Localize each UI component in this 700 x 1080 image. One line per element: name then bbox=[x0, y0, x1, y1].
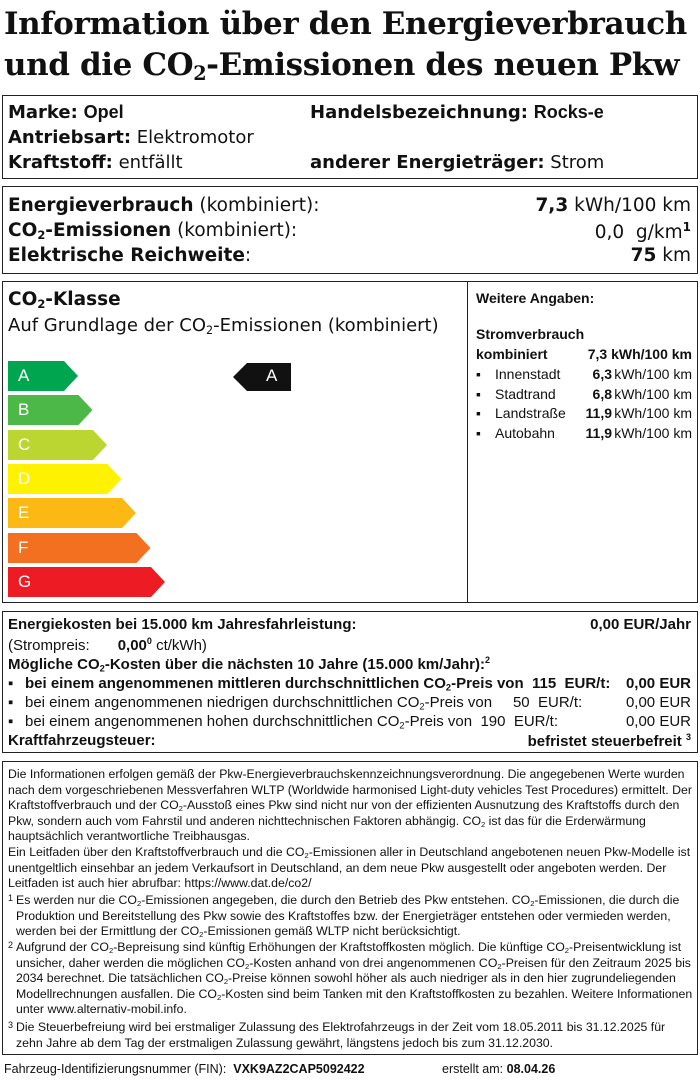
vehicle-info-box bbox=[2, 95, 698, 179]
info-paragraph-2: Ein Leitfaden über den Kraftstoffverbrauch und die $CO_2$-Emissionen aller in Deutschland angebotenen neuen Pkw-Modelle ist unentgeltlich einsehbar an jedem Verkaufsort in Deutschland, an dem neue Pkw ausgestellt oder angeboten werden. Der Leitfaden ist auch hier abrufbar: https://www.dat.de/co2/ bbox=[8, 845, 691, 890]
title-line-2 bbox=[4, 45, 696, 86]
consumption-row bbox=[476, 425, 692, 444]
low-price: 50 bbox=[512, 694, 530, 711]
energy-cost-label: Energiekosten bei 15.000 km Jahresfahrleistung: bbox=[8, 616, 357, 633]
electricity-price-unit: ct/kWh) bbox=[156, 637, 207, 654]
title-line-1: Information über den Energieverbrauch bbox=[4, 6, 687, 42]
class-bar-b bbox=[8, 395, 93, 425]
bullet: ▪ bbox=[476, 424, 481, 441]
footnote-2: 2 Aufgrund der $CO_2$-Bepreisung sind künftig Erhöhungen der Kraftstoffkosten möglich. Die künftige $CO_2$-Preisentwicklung ist unsicher, daher werden die möglichen $CO_2$-Kosten anhand von drei angenommenen $CO_2$-Preisen für den Zeitraum 2025 bis 2034 berechnet. Die tatsächlichen $CO_2$-Preise können sowohl höher als auch niedriger als in den hier zugrundeliegenden Modellrechnungen ausfallen. Die $CO_2$-Kosten sind beim Tanken mit den Kraftstoffkosten zu bezahlen. Weitere Informationen unter www.alternativ-mobil.info. bbox=[8, 940, 693, 1016]
consumption-name: Innenstadt bbox=[495, 366, 561, 382]
other-energy-row bbox=[310, 152, 604, 173]
energy-consumption-row bbox=[8, 195, 691, 221]
consumption-unit: kWh/100 km bbox=[614, 405, 692, 421]
class-bar-label: G bbox=[18, 571, 32, 591]
class-bar-c bbox=[8, 430, 107, 460]
current-class-label: A bbox=[266, 366, 278, 385]
class-bar-a bbox=[8, 361, 78, 391]
consumption-value: 6,8 bbox=[592, 385, 612, 402]
co2-subscript: 2 bbox=[37, 227, 46, 242]
electricity-price-row bbox=[8, 636, 691, 656]
drive-type-row bbox=[8, 127, 254, 148]
energy-consumption-qualifier: (kombiniert): bbox=[199, 195, 320, 216]
vehicle-tax-sup: 3 bbox=[685, 732, 691, 742]
vehicle-tax-row bbox=[8, 732, 691, 752]
bullet: ▪ bbox=[476, 405, 481, 421]
co2-label: CO bbox=[8, 220, 38, 241]
class-bar-label: C bbox=[18, 434, 31, 454]
fin-label: Fahrzeug-Identifizierungsnummer (FIN): bbox=[4, 1062, 227, 1076]
consumption-box bbox=[2, 186, 698, 274]
electricity-price-sup: 0 bbox=[146, 636, 152, 646]
consumption-value: 11,9 bbox=[585, 405, 612, 421]
info-paragraph-1: Die Informationen erfolgen gemäß der Pkw-Energieverbrauchskennzeichnungsverordnung. Die angegebenen Werte wurden nach dem vorgeschriebenen Messverfahren WLTP (Worldwide harmonised Light-duty vehicles Test Procedures) ermittelt. Der Kraftstoffverbrauch und der $CO_2$-Ausstoß eines Pkw sind nicht nur von der effizienten Ausnutzung des Kraftstoffs durch den Pkw, sondern auch vom Fahrstil und anderen nichttechnischen Faktoren abhängig. $CO_2$ ist das für die Erderwärmung hauptsächlich verantwortliche Treibhausgas. bbox=[8, 767, 692, 843]
costs-box bbox=[2, 611, 698, 753]
medium-cost-value: 0,00 EUR bbox=[625, 675, 691, 692]
high-co2-price-row: ▪ bei einem angenommenen hohen durchschnittlichen $CO_2$-Preis von 190 EUR/t: 0,00 EUR bbox=[8, 713, 691, 731]
bullet: ▪ bbox=[8, 713, 14, 730]
electric-range-unit: km bbox=[662, 245, 691, 266]
class-bar-d bbox=[8, 464, 122, 494]
bullet: ▪ bbox=[8, 694, 14, 711]
class-bar-label: F bbox=[18, 537, 29, 557]
energy-consumption-unit: kWh/100 km bbox=[574, 195, 691, 216]
brand-row bbox=[8, 102, 124, 123]
consumption-row bbox=[476, 405, 692, 424]
drive-type-value: Elektromotor bbox=[136, 127, 254, 148]
title-text: -Emissionen des neuen Pkw bbox=[206, 47, 680, 83]
energy-cost-row bbox=[8, 616, 691, 636]
legal-info-box bbox=[2, 761, 698, 1055]
class-bar-f bbox=[8, 533, 151, 563]
co2-qualifier: (kombiniert): bbox=[177, 220, 298, 241]
electric-range-colon: : bbox=[244, 245, 252, 266]
other-energy-value: Strom bbox=[550, 152, 605, 173]
consumption-unit: kWh/100 km bbox=[614, 424, 692, 441]
footnote-1: 1 Es werden nur die $CO_2$-Emissionen angegeben, die durch den Betrieb des Pkw entstehen. $CO_2$-Emissionen, die durch die Produktion und Bereitstellung des Pkw sowie des Kraftstoffes bzw. der Energieträger entstehen oder vermieden werden, werden bei der Ermittlung der $CO_2$-Emissionen gemäß WLTP nicht berücksichtigt. bbox=[8, 893, 680, 939]
energy-cost-value: 0,00 EUR/Jahr bbox=[590, 616, 691, 633]
other-energy-label: anderer Energieträger: bbox=[310, 152, 545, 173]
power-consumption-title: Stromverbrauch bbox=[476, 326, 585, 342]
class-bar-label: B bbox=[18, 400, 30, 420]
medium-price: 115 bbox=[531, 675, 557, 692]
additional-info-panel bbox=[469, 282, 697, 602]
consumption-unit: kWh/100 km bbox=[614, 385, 692, 402]
fin-value: VXK9AZ2CAP5092422 bbox=[233, 1062, 365, 1076]
energy-consumption-value: 7,3 bbox=[535, 195, 569, 216]
trade-name-row bbox=[310, 102, 604, 123]
consumption-name: Autobahn bbox=[495, 424, 555, 441]
bullet: ▪ bbox=[8, 675, 14, 692]
combined-value: 7,3 kWh/100 km bbox=[587, 346, 692, 362]
date-label: erstellt am: bbox=[442, 1062, 504, 1076]
energy-consumption-label: Energieverbrauch bbox=[8, 195, 194, 216]
date-row bbox=[442, 1062, 555, 1076]
vehicle-tax-label: Kraftfahrzeugsteuer: bbox=[8, 732, 156, 749]
electricity-price-value: 0,00 bbox=[117, 637, 147, 654]
co2-footnote-mark: 1 bbox=[682, 220, 691, 234]
low-co2-price-row: ▪ bei einem angenommenen niedrigen durchschnittlichen $CO_2$-Preis von 50 EUR/t: 0,00 EUR bbox=[8, 694, 691, 712]
trade-name-label: Handelsbezeichnung: bbox=[310, 102, 528, 123]
class-bar-label: E bbox=[18, 503, 30, 523]
electricity-price-label: (Strompreis: bbox=[8, 637, 90, 654]
current-class-marker bbox=[233, 363, 291, 391]
high-price: 190 bbox=[480, 713, 506, 730]
possible-co2-costs-row: Mögliche $CO_2$-Kosten über die nächsten 10 Jahre (15.000 km/Jahr):$^2$ bbox=[8, 655, 491, 674]
co2-class-box bbox=[2, 281, 698, 603]
brand-value: Opel bbox=[83, 102, 124, 122]
co2-value: 0,0 bbox=[594, 222, 625, 244]
consumption-value: 6,3 bbox=[592, 366, 612, 382]
co2-unit: g/km bbox=[635, 222, 683, 244]
co2-class-title: $CO_2$-Klasse bbox=[8, 289, 121, 311]
trade-name-value: Rocks-e bbox=[533, 102, 604, 122]
class-arrow-icon bbox=[233, 363, 291, 391]
footnote-3: 3 Die Steuerbefreiung wird bei erstmaliger Zulassung des Elektrofahrzeugs in der Zeit vom 18.05.2011 bis 31.12.2025 für zehn Jahre ab dem Tag der erstmaligen Zulassung gewährt, längstens jedoch bis zum 31.12.2030. bbox=[8, 1020, 666, 1050]
combined-consumption-row bbox=[476, 346, 692, 362]
low-cost-value: 0,00 EUR bbox=[625, 694, 691, 711]
consumption-unit: kWh/100 km bbox=[614, 366, 692, 382]
consumption-name: Landstraße bbox=[495, 405, 566, 421]
bullet: ▪ bbox=[476, 385, 481, 402]
title-subscript: 2 bbox=[193, 61, 207, 85]
high-cost-value: 0,00 EUR bbox=[625, 713, 691, 730]
brand-label: Marke: bbox=[8, 102, 78, 123]
co2-class-scale bbox=[3, 282, 468, 602]
class-bar-label: A bbox=[18, 366, 30, 385]
combined-label: kombiniert bbox=[476, 346, 548, 362]
co2-class-subtitle: Auf Grundlage der $CO_2$-Emissionen (kombiniert) bbox=[8, 315, 439, 337]
class-bar-g bbox=[8, 567, 165, 597]
bullet: ▪ bbox=[476, 366, 481, 382]
drive-type-label: Antriebsart: bbox=[8, 127, 132, 148]
consumption-name: Stadtrand bbox=[495, 385, 556, 402]
consumption-row bbox=[476, 386, 692, 405]
class-bar-e bbox=[8, 498, 136, 528]
fuel-value: entfällt bbox=[118, 152, 183, 173]
consumption-value: 11,9 bbox=[585, 424, 612, 441]
co2-emissions-row bbox=[8, 220, 691, 246]
electric-range-value: 75 bbox=[630, 245, 657, 266]
fuel-label: Kraftstoff: bbox=[8, 152, 113, 173]
fuel-row bbox=[8, 152, 183, 173]
date-value: 08.04.26 bbox=[506, 1062, 556, 1076]
fin-row bbox=[4, 1062, 365, 1076]
electric-range-label: Elektrische Reichweite bbox=[8, 245, 245, 266]
class-bar-label: D bbox=[18, 468, 31, 488]
title-text: und die CO bbox=[4, 47, 194, 83]
vehicle-tax-value: befristet steuerbefreit bbox=[527, 733, 682, 750]
consumption-row bbox=[476, 366, 692, 385]
medium-co2-price-row: ▪ bei einem angenommenen mittleren durchschnittlichen $CO_2$-Preis von 115 EUR/t: 0,00 EUR bbox=[8, 675, 691, 693]
co2-label: -Emissionen bbox=[45, 220, 172, 241]
electric-range-row bbox=[8, 245, 691, 271]
additional-info-title: Weitere Angaben: bbox=[476, 290, 595, 306]
label-title bbox=[4, 4, 696, 86]
